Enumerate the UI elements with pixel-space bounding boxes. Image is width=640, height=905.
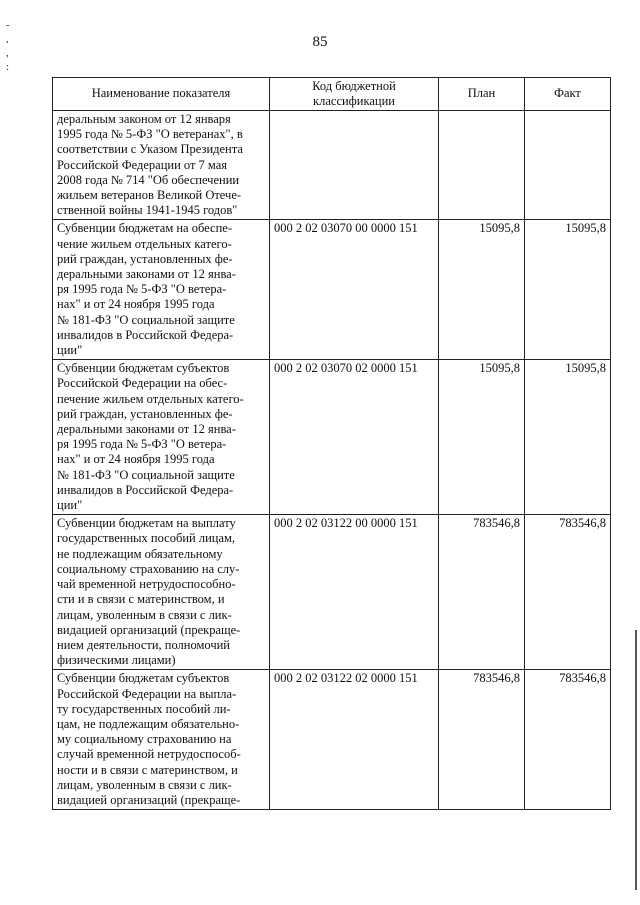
indicator-name-line: Российской Федерации на обес- [57, 376, 228, 391]
indicator-name-line: му социальному страхованию на [57, 732, 232, 747]
indicator-name-line: видацией организаций (прекраще- [57, 622, 241, 637]
indicator-name-line: не подлежащим обязательному [57, 546, 223, 561]
table-header [53, 78, 611, 111]
header-fact: Факт [525, 78, 611, 111]
indicator-name-line: 2008 года № 714 "Об обеспечении [57, 172, 240, 187]
indicator-name-line: чай временной нетрудоспособно- [57, 577, 236, 592]
indicator-name-line: государственных пособий лицам, [57, 531, 236, 546]
indicator-name-line: Российской Федерации от 7 мая [57, 157, 228, 172]
indicator-name-line: Субвенции бюджетам на выплату [57, 516, 236, 531]
indicator-name-line: Субвенции бюджетам субъектов [57, 361, 230, 376]
budget-code-cell [270, 111, 439, 220]
indicator-name-line: сти и в связи с материнством, и [57, 592, 225, 607]
indicator-name-line: ря 1995 года № 5-ФЗ "О ветера- [57, 437, 227, 452]
indicator-name-line: видацией организаций (прекраще- [57, 792, 241, 807]
indicator-name-line: ности и в связи с материнством, и [57, 762, 238, 777]
fact-value-cell: 783546,8 [525, 670, 611, 810]
indicator-name-line: ции" [57, 343, 83, 358]
table-row [53, 220, 611, 360]
header-code [270, 78, 439, 111]
indicator-name-line: деральным законом от 12 января [57, 112, 231, 126]
indicator-name-line: рий граждан, установленных фе- [57, 406, 233, 421]
indicator-name-line: чение жильем отдельных катего- [57, 236, 232, 251]
indicator-name-line: соответствии с Указом Президента [57, 142, 243, 157]
indicator-name-line: нах" и от 24 ноября 1995 года [57, 452, 215, 467]
indicator-name-line: ции" [57, 498, 83, 513]
indicator-name-line: ту государственных пособий ли- [57, 701, 231, 716]
plan-value-cell: 15095,8 [439, 360, 525, 515]
indicator-name-line: инвалидов в Российской Федера- [57, 482, 234, 497]
plan-value-cell: 783546,8 [439, 515, 525, 670]
indicator-name-cell [53, 111, 270, 220]
budget-code-cell: 000 2 02 03070 00 0000 151 [270, 220, 439, 360]
indicator-name-line: деральными законами от 12 янва- [57, 422, 236, 437]
table-body [53, 111, 611, 810]
header-name: Наименование показателя [53, 78, 270, 111]
scan-edge-line [635, 630, 637, 890]
indicator-name-line: жильем ветеранов Великой Отече- [57, 188, 242, 203]
indicator-name-line: ря 1995 года № 5-ФЗ "О ветера- [57, 282, 227, 297]
plan-value-cell: 783546,8 [439, 670, 525, 810]
indicator-name-line: печение жильем отдельных катего- [57, 391, 244, 406]
margin-mark: - [6, 19, 10, 31]
indicator-name-line: лицам, уволенным в связи с лик- [57, 607, 232, 622]
indicator-name-line: цам, не подлежащим обязательно- [57, 716, 240, 731]
indicator-name-line: рий граждан, установленных фе- [57, 251, 233, 266]
indicator-name-line: № 181-ФЗ "О социальной защите [57, 312, 235, 327]
table-row [53, 360, 611, 515]
fact-value-cell: 783546,8 [525, 515, 611, 670]
indicator-name-line: физическими лицами) [57, 653, 176, 668]
indicator-name-line: Российской Федерации на выпла- [57, 686, 237, 701]
table-row [53, 670, 611, 810]
indicator-name-line: нах" и от 24 ноября 1995 года [57, 297, 215, 312]
indicator-name-line: № 181-ФЗ "О социальной защите [57, 467, 235, 482]
indicator-name-line: лицам, уволенным в связи с лик- [57, 777, 232, 792]
indicator-name-line: нием деятельности, полномочий [57, 637, 230, 652]
indicator-name-line: случай временной нетрудоспособ- [57, 747, 241, 762]
indicator-name-cell [53, 220, 270, 360]
indicator-name-line: ственной войны 1941-1945 годов" [57, 203, 238, 218]
margin-mark: , [6, 33, 9, 45]
budget-table [52, 77, 611, 810]
table-row [53, 515, 611, 670]
budget-code-cell: 000 2 02 03070 02 0000 151 [270, 360, 439, 515]
header-plan: План [439, 78, 525, 111]
fact-value-cell: 15095,8 [525, 360, 611, 515]
indicator-name-line: Субвенции бюджетам субъектов [57, 671, 230, 686]
budget-code-cell: 000 2 02 03122 00 0000 151 [270, 515, 439, 670]
header-code-line1: Код бюджетной [312, 78, 396, 93]
margin-mark: : [6, 61, 10, 73]
indicator-name-line: деральными законами от 12 янва- [57, 267, 236, 282]
indicator-name-cell [53, 515, 270, 670]
margin-mark: , [6, 47, 9, 59]
plan-value-cell: 15095,8 [439, 220, 525, 360]
fact-value-cell: 15095,8 [525, 220, 611, 360]
indicator-name-cell [53, 670, 270, 810]
table-row [53, 111, 611, 220]
indicator-name-cell [53, 360, 270, 515]
header-row [53, 78, 611, 111]
budget-code-cell: 000 2 02 03122 02 0000 151 [270, 670, 439, 810]
fact-value-cell [525, 111, 611, 220]
page-number: 85 [312, 34, 328, 50]
indicator-name-line: 1995 года № 5-ФЗ "О ветеранах", в [57, 127, 243, 142]
header-code-line2: классификации [313, 94, 395, 108]
indicator-name-line: Субвенции бюджетам на обеспе- [57, 221, 232, 236]
indicator-name-line: инвалидов в Российской Федера- [57, 327, 234, 342]
indicator-name-line: социальному страхованию на слу- [57, 561, 240, 576]
plan-value-cell [439, 111, 525, 220]
